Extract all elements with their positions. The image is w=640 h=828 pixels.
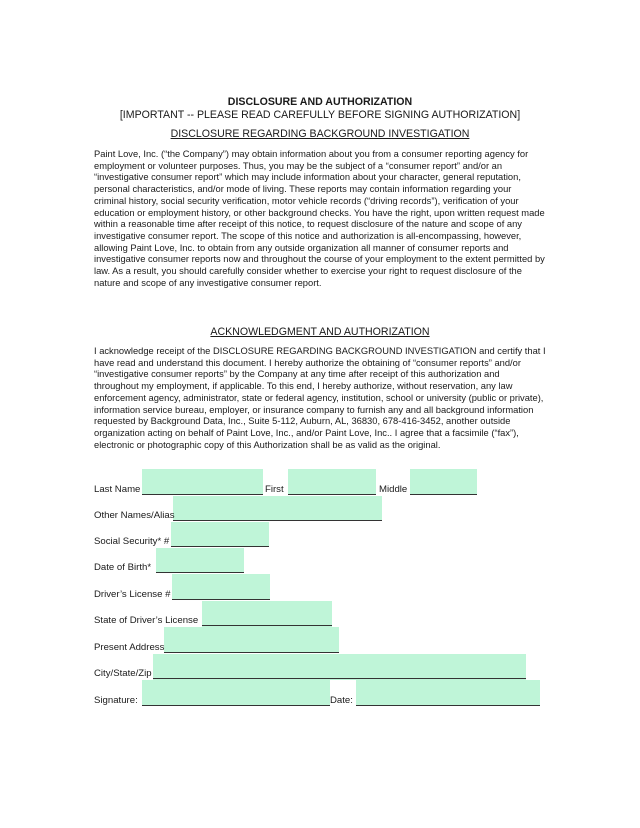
dob-input[interactable] <box>156 548 244 573</box>
date-input[interactable] <box>356 680 540 706</box>
other-names-label: Other Names/Alias <box>94 510 175 521</box>
city-state-zip-line <box>153 678 526 679</box>
date-label: Date: <box>330 695 353 706</box>
license-line <box>172 599 270 600</box>
signature-line <box>142 705 330 706</box>
dob-label: Date of Birth* <box>94 562 152 573</box>
signature-input[interactable] <box>142 680 330 706</box>
disclosure-paragraph: Paint Love, Inc. (“the Company”) may obtain information about you from a consumer reporting agency for employment or volunteer purposes. Thus, you may be the subject of a “consumer report” and/or an “investigative consumer report” which may include information about your character, general reputation, personal characteristics, and/or mode of living. These reports may contain information regarding your criminal history, social security verification, motor vehicle records (“driving records”), verification of your education or employment history, or other background checks. You have the right, upon written request made within a reasonable time after receipt of this notice, to request disclosure of the nature and scope of any investigative consumer report. The scope of this notice and authorization is all-encompassing, however, allowing Paint Love, Inc. to obtain from any outside organization all manner of consumer reports and investigative consumer reports now and throughout the course of your employment to the extent permitted by law. As a result, you should carefully consider whether to exercise your right to request disclosure of the nature and scope of any investigative consumer report. <box>94 149 545 288</box>
middle-name-line <box>410 494 477 495</box>
license-state-input[interactable] <box>202 601 332 627</box>
signature-label: Signature: <box>94 695 138 706</box>
last-name-label: Last Name <box>94 484 141 495</box>
first-name-input[interactable] <box>288 469 376 495</box>
middle-name-input[interactable] <box>410 469 477 495</box>
first-name-line <box>288 494 376 495</box>
license-input[interactable] <box>172 574 270 600</box>
document-title: DISCLOSURE AND AUTHORIZATION <box>227 96 413 108</box>
ssn-input[interactable] <box>171 522 269 547</box>
address-line <box>164 652 339 653</box>
date-line <box>356 705 540 706</box>
address-label: Present Address <box>94 642 165 653</box>
acknowledgment-heading: ACKNOWLEDGMENT AND AUTHORIZATION <box>210 326 430 338</box>
dob-line <box>156 572 244 573</box>
ssn-label: Social Security* # <box>94 536 170 547</box>
middle-name-label: Middle <box>379 484 408 495</box>
last-name-input[interactable] <box>142 469 263 495</box>
first-name-label: First <box>265 484 284 495</box>
important-notice: [IMPORTANT -- PLEASE READ CAREFULLY BEFORE SIGNING AUTHORIZATION] <box>119 109 521 121</box>
city-state-zip-input[interactable] <box>153 654 526 680</box>
other-names-line <box>173 520 382 521</box>
ssn-line <box>171 546 269 547</box>
address-input[interactable] <box>164 627 339 653</box>
last-name-line <box>142 494 263 495</box>
city-state-zip-label: City/State/Zip <box>94 668 152 679</box>
license-label: Driver’s License # <box>94 589 171 600</box>
other-names-input[interactable] <box>173 496 382 521</box>
license-state-line <box>202 625 332 626</box>
acknowledgment-paragraph: I acknowledge receipt of the DISCLOSURE REGARDING BACKGROUND INVESTIGATION and certify that I have read and understand this document. I hereby authorize the obtaining of “consumer reports” and/or “investigative consumer reports” by the Company at any time after receipt of this authorization and throughout my employment, if applicable. To this end, I hereby authorize, without reservation, any law enforcement agency, administrator, state or federal agency, institution, school or university (public or private), information service bureau, employer, or insurance company to furnish any and all background information requested by Background Data, Inc., Suite 5-112, Auburn, AL, 36830, 678-416-3452, another outside organization acting on behalf of Paint Love, Inc., and/or Paint Love, Inc.. I agree that a facsimile (“fax”), electronic or photographic copy of this Authorization shall be as valid as the original. <box>94 346 546 450</box>
license-state-label: State of Driver’s License <box>94 615 199 626</box>
disclosure-heading: DISCLOSURE REGARDING BACKGROUND INVESTIGATION <box>170 128 470 140</box>
